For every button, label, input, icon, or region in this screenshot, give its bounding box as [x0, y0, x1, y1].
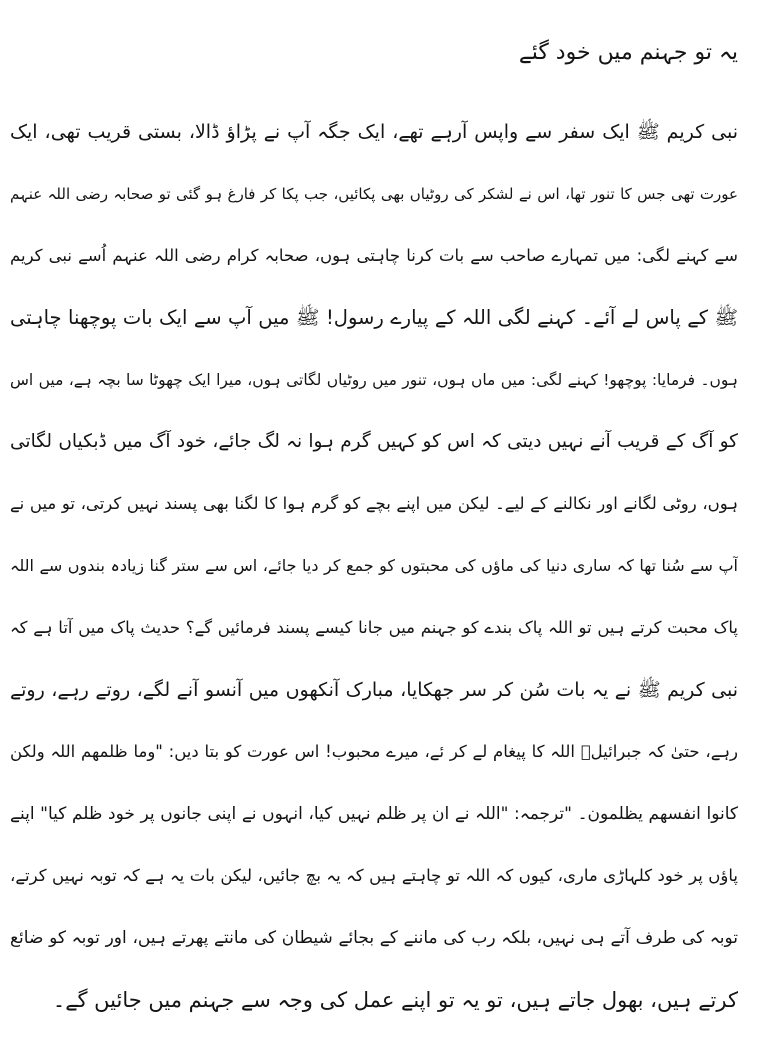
text-line: ہوں۔ فرمایا: پوچھو! کہنے لگی: میں ماں ہوں، تنور میں روٹیاں لگاتی ہوں، میرا ایک چھوٹا سا بچہ ہے، میں اس — [10, 371, 738, 389]
text-line: عورت تھی جس کا تنور تھا، اس نے لشکر کی روٹیاں بھی پکائیں، جب پکا کر فارغ ہو گئی تو صحابہ رضی اللہ عنہم — [10, 185, 738, 203]
text-line: پاک محبت کرتے ہیں تو اللہ پاک بندے کو جہنم میں جانا کیسے پسند فرمائیں گے؟ حدیث پاک میں آتا ہے کہ — [10, 618, 738, 637]
text-line: ہوں، روٹی لگانے اور نکالنے کے لیے۔ لیکن میں اپنے بچے کو گرم ہوا کا لگنا بھی پسند نہیں کرتی، تو میں نے — [10, 494, 738, 513]
text-line: توبہ کی طرف آتے ہی نہیں، بلکہ رب کی ماننے کے بجائے شیطان کی مانتے پھرتے ہیں، اور توبہ کو ضائع — [10, 928, 738, 948]
text-line: آپ سے سُنا تھا کہ ساری دنیا کی ماؤں کی محبتوں کو جمع کر دیا جائے، اس سے ستر گنا زیادہ بندوں سے اللہ — [10, 556, 738, 575]
page-title: یہ تو جہنم میں خود گئے — [518, 40, 738, 65]
text-line: نبی کریم ﷺ ایک سفر سے واپس آرہے تھے، ایک جگہ آپ نے پڑاؤ ڈالا، بستی قریب تھی، ایک — [10, 121, 738, 143]
text-line: رہے، حتیٰ کہ جبرائیلؑ اللہ کا پیغام لے کر ئے، میرے محبوب! اس عورت کو بتا دیں: "وما ظلمھم اللہ ولکن — [10, 742, 738, 761]
text-line: سے کہنے لگی: میں تمہارے صاحب سے بات کرنا چاہتی ہوں، صحابہ کرام رضی اللہ عنہم اُسے نبی کریم — [10, 246, 738, 265]
text-line: پاؤں پر خود کلہاڑی ماری، کیوں کہ اللہ تو چاہتے ہیں کہ یہ بچ جائیں، لیکن بات یہ ہے کہ توبہ نہیں کرتے، — [10, 866, 738, 885]
text-line: نبی کریم ﷺ نے یہ بات سُن کر سر جھکایا، مبارک آنکھوں میں آنسو آنے لگے، روتے رہے، روتے — [10, 679, 738, 701]
body-text — [10, 108, 738, 1038]
text-line: کو آگ کے قریب آنے نہیں دیتی کہ اس کو کہیں گرم ہوا نہ لگ جائے، خود آگ میں ڈبکیاں لگاتی — [10, 431, 738, 452]
text-line: ﷺ کے پاس لے آئے۔ کہنے لگی اللہ کے پیارے رسول! ﷺ میں آپ سے ایک بات پوچھنا چاہتی — [10, 306, 738, 329]
text-line: کانوا انفسھم یظلمون۔ "ترجمہ: "اللہ نے ان پر ظلم نہیں کیا، انہوں نے اپنی جانوں پر خود ظلم کیا" اپنے — [10, 804, 738, 824]
text-line: کرتے ہیں، بھول جاتے ہیں، تو یہ تو اپنے عمل کی وجہ سے جہنم میں جائیں گے۔ — [52, 988, 738, 1012]
